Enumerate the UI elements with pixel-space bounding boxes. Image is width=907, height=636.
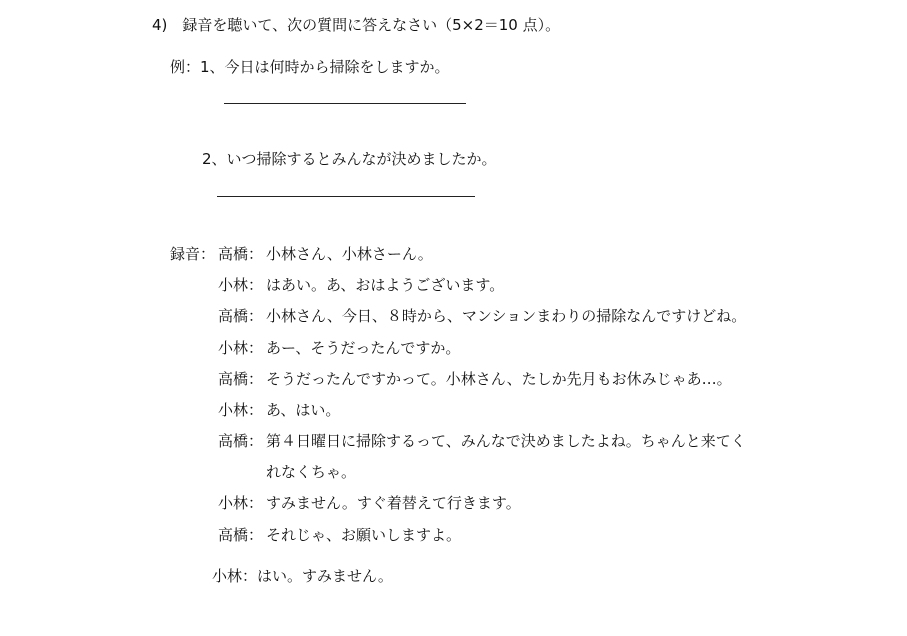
answer-line-1: [224, 103, 466, 104]
example-question-1: 例：1、今日は何時から掃除をしますか。: [170, 58, 450, 76]
question-header: 4) 録音を聴いて、次の質問に答えなさい（5×2＝10 点）。: [152, 16, 561, 34]
recording-label: 録音：: [170, 245, 216, 263]
dialogue-line: あー、そうだったんですか。: [266, 339, 461, 357]
speaker-label: 高橋：: [218, 432, 264, 450]
speaker-label: 小林：: [218, 494, 264, 512]
dialogue-line-continuation: れなくちゃ。: [266, 463, 357, 481]
dialogue-last-line: 小林：はい。すみません。: [212, 567, 393, 585]
speaker-label: 高橋：: [218, 526, 264, 544]
dialogue-line: あ、はい。: [266, 401, 341, 419]
speaker-label: 高橋：: [218, 307, 264, 325]
speaker-label: 小林：: [218, 339, 264, 357]
dialogue-line: 小林さん、今日、８時から、マンションまわりの掃除なんですけどね。: [266, 307, 747, 325]
question-2: 2、いつ掃除するとみんなが決めましたか。: [202, 150, 497, 168]
speaker-label: 小林：: [218, 276, 264, 294]
answer-line-2: [217, 196, 475, 197]
speaker-label: 高橋：: [218, 370, 264, 388]
dialogue-line: そうだったんですかって。小林さん、たしか先月もお休みじゃあ…。: [266, 370, 732, 388]
speaker-label: 小林：: [218, 401, 264, 419]
dialogue-line: 第４日曜日に掃除するって、みんなで決めましたよね。ちゃんと来てく: [266, 432, 746, 450]
dialogue-line: 小林さん、小林さーん。: [266, 245, 433, 263]
dialogue-line: すみません。すぐ着替えて行きます。: [266, 494, 521, 512]
dialogue-line: はあい。あ、おはようございます。: [266, 276, 505, 294]
speaker-label: 高橋：: [218, 245, 264, 263]
dialogue-line: それじゃ、お願いしますよ。: [266, 526, 462, 544]
